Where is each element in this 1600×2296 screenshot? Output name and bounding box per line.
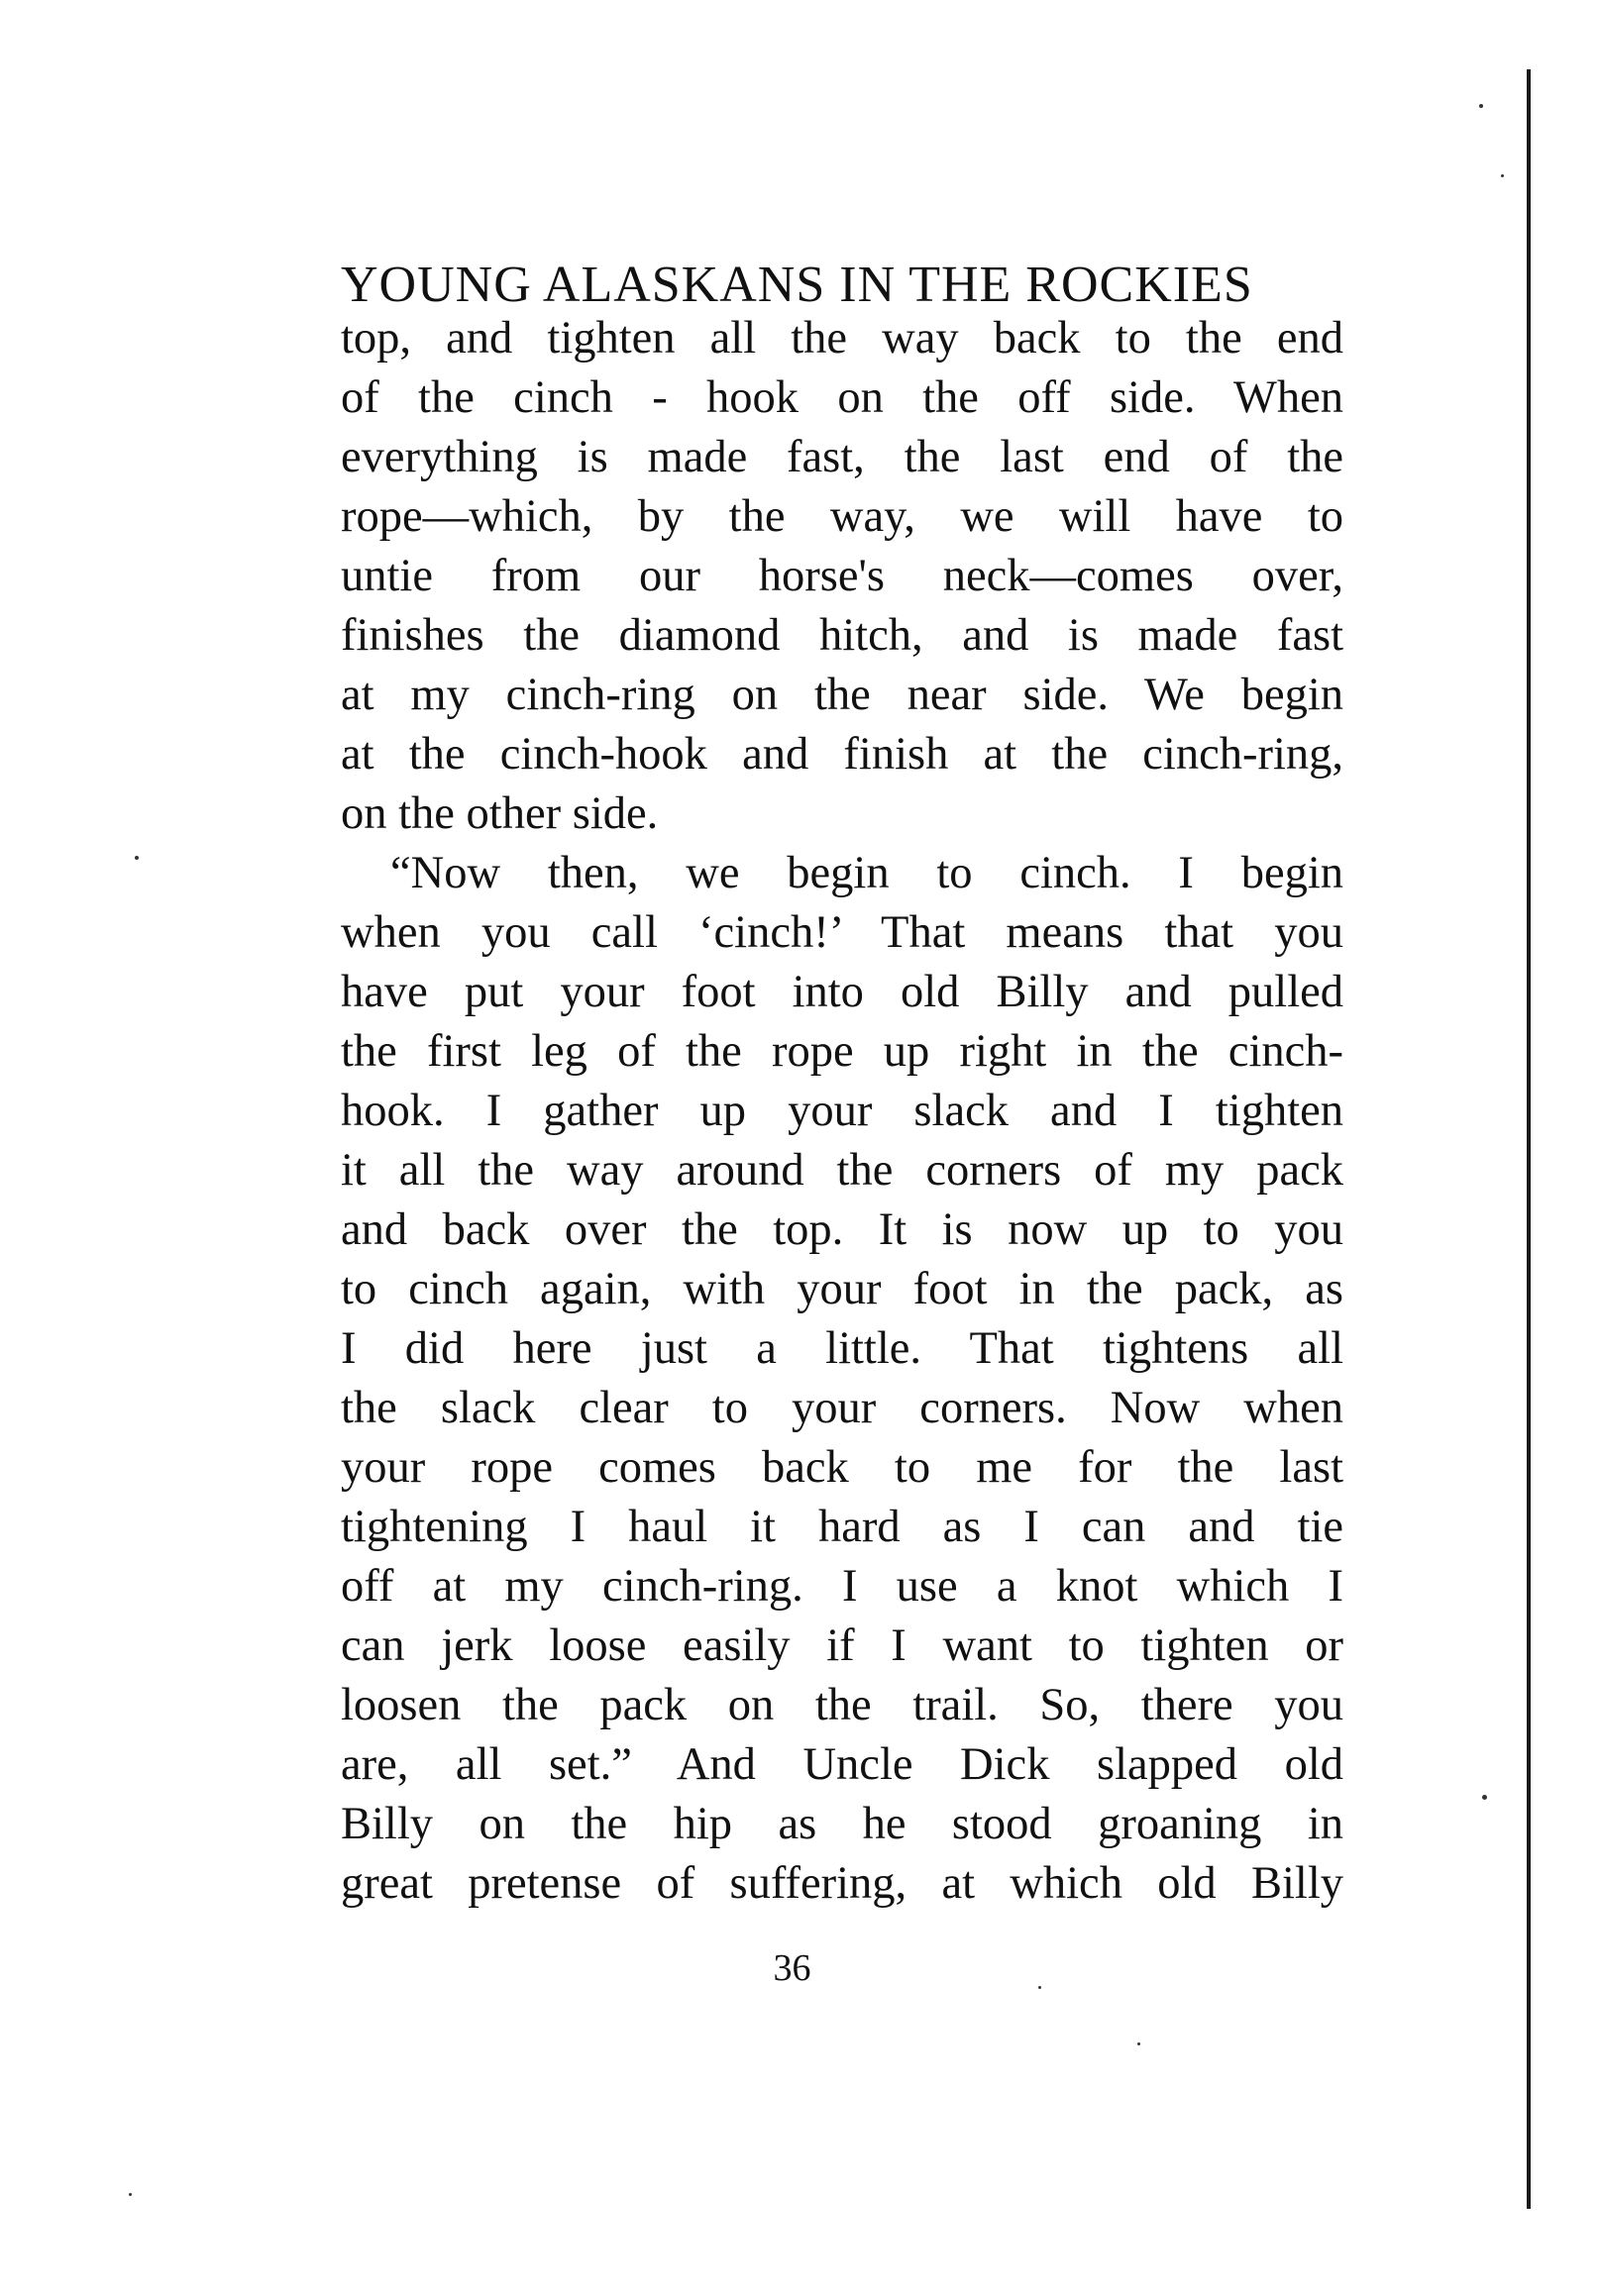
- text-line: have put your foot into old Billy and pulled: [341, 967, 1343, 1017]
- text-line: are, all set.” And Uncle Dick slapped old: [341, 1739, 1343, 1790]
- text-line: untie from our horse's neck—comes over,: [341, 551, 1343, 601]
- running-head: YOUNG ALASKANS IN THE ROCKIES: [341, 257, 1253, 313]
- text-line: top, and tighten all the way back to the end: [341, 313, 1343, 364]
- text-line: when you call ‘cinch!’ That means that you: [341, 907, 1343, 958]
- text-line: to cinch again, with your foot in the pack, as: [341, 1264, 1343, 1314]
- text-line: at my cinch-ring on the near side. We begin: [341, 670, 1343, 720]
- text-line: off at my cinch-ring. I use a knot which I: [341, 1561, 1343, 1612]
- scan-speck: [135, 856, 139, 860]
- scan-speck: [1137, 2042, 1140, 2045]
- text-line: “Now then, we begin to cinch. I begin: [390, 848, 1343, 898]
- text-line: at the cinch-hook and finish at the cinch-ring,: [341, 729, 1343, 780]
- text-line: hook. I gather up your slack and I tighten: [341, 1086, 1343, 1136]
- text-line: the slack clear to your corners. Now when: [341, 1383, 1343, 1433]
- text-line: Billy on the hip as he stood groaning in: [341, 1799, 1343, 1849]
- scan-speck: [1482, 1795, 1487, 1800]
- text-line: of the cinch - hook on the off side. When: [341, 372, 1343, 423]
- page-edge-rule: [1527, 69, 1531, 2209]
- text-line: can jerk loose easily if I want to tighten or: [341, 1620, 1343, 1671]
- text-line: tightening I haul it hard as I can and tie: [341, 1502, 1343, 1552]
- scan-speck: [1501, 174, 1504, 177]
- text-line: I did here just a little. That tightens all: [341, 1323, 1343, 1374]
- text-line: and back over the top. It is now up to you: [341, 1204, 1343, 1255]
- text-line: your rope comes back to me for the last: [341, 1442, 1343, 1493]
- text-line: on the other side.: [341, 788, 659, 839]
- page-number-label: 36: [773, 1947, 811, 1989]
- scan-speck: [129, 2193, 132, 2196]
- text-line: the first leg of the rope up right in the cinch-: [341, 1026, 1343, 1077]
- page-number: [0, 1946, 1600, 1990]
- text-line: everything is made fast, the last end of the: [341, 432, 1343, 482]
- body-text: [341, 309, 1343, 1914]
- text-line: finishes the diamond hitch, and is made fast: [341, 610, 1343, 661]
- text-line: it all the way around the corners of my pack: [341, 1145, 1343, 1196]
- text-line: rope—which, by the way, we will have to: [341, 491, 1343, 542]
- text-line: great pretense of suffering, at which old Billy: [341, 1858, 1343, 1909]
- scan-speck: [1479, 104, 1483, 108]
- text-line: loosen the pack on the trail. So, there you: [341, 1680, 1343, 1730]
